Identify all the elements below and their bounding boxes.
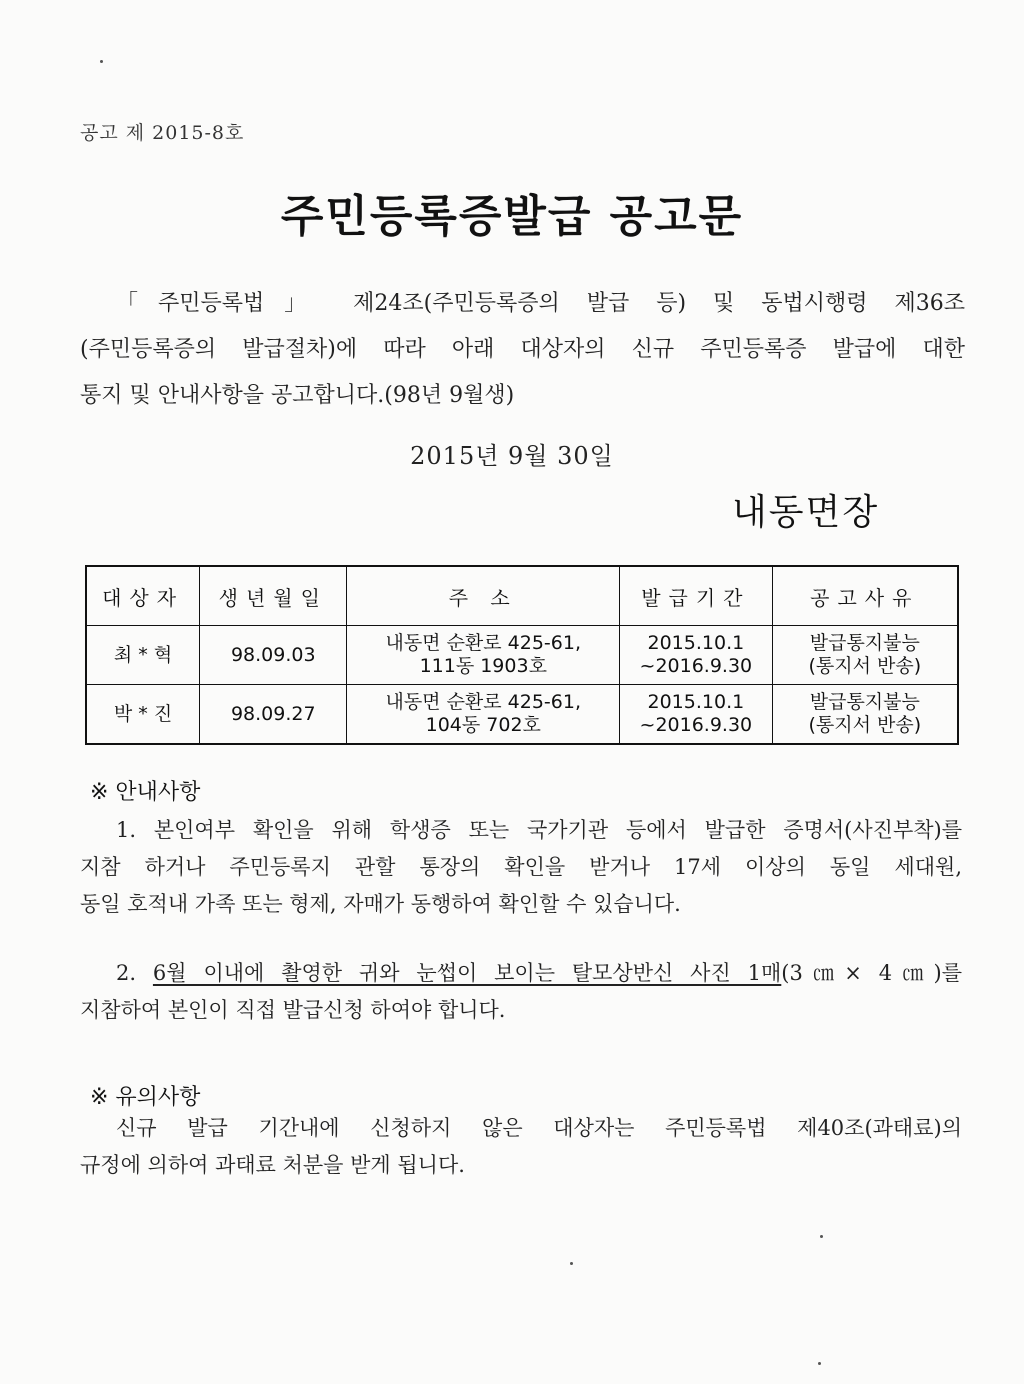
guide-line: 동일 호적내 가족 또는 형제, 자매가 동행하여 확인할 수 있습니다. xyxy=(80,892,681,916)
address-line: 104동 702호 xyxy=(425,714,541,736)
period-line: 2015.10.1 xyxy=(647,632,745,654)
header-name: 대상자 xyxy=(86,566,200,626)
cell-name: 최 * 혁 xyxy=(86,626,200,685)
cell-birth: 98.09.27 xyxy=(200,685,347,745)
reason-line: (통지서 반송) xyxy=(808,655,922,677)
notice-number: 공고 제 2015-8호 xyxy=(80,122,245,144)
address-line: 내동면 순환로 425-61, xyxy=(385,632,582,654)
caution-text xyxy=(80,1110,962,1184)
intro-line: 통지 및 안내사항을 공고합니다.(98년 9월생) xyxy=(80,383,515,408)
caution-line: 신규 발급 기간내에 신청하지 않은 대상자는 주민등록법 제40조(과태료)의 xyxy=(116,1116,962,1140)
reason-line: 발급통지불능 xyxy=(809,691,920,713)
header-address: 주 소 xyxy=(347,566,620,626)
photo-size: (3㎝× 4㎝)를 xyxy=(781,961,962,985)
guide-item-2-prefix: 2. xyxy=(116,961,153,985)
cell-name: 박 * 진 xyxy=(86,685,200,745)
header-reason: 공고사유 xyxy=(772,566,958,626)
table-header-row xyxy=(86,566,958,626)
cell-reason xyxy=(772,626,958,685)
intro-line: (주민등록증의 발급절차)에 따라 아래 대상자의 신규 주민등록증 발급에 대한 xyxy=(80,337,965,362)
guide-line: 지참 하거나 주민등록지 관할 통장의 확인을 받거나 17세 이상의 동일 세대원, xyxy=(80,855,962,879)
intro-line: 「주민등록법」 제24조(주민등록증의 발급 등) 및 동법시행령 제36조 xyxy=(116,291,965,316)
cell-address xyxy=(347,626,620,685)
cell-address xyxy=(347,685,620,745)
header-birth: 생년월일 xyxy=(200,566,347,626)
cell-period xyxy=(620,626,773,685)
period-line: 2015.10.1 xyxy=(647,691,745,713)
cell-period xyxy=(620,685,773,745)
period-line: ~2016.9.30 xyxy=(639,714,753,736)
reason-line: 발급통지불능 xyxy=(809,632,920,654)
header-period: 발급기간 xyxy=(620,566,773,626)
caution-heading: ※ 유의사항 xyxy=(90,1085,201,1110)
target-table xyxy=(85,565,959,745)
notice-date: 2015년 9월 30일 xyxy=(410,442,614,470)
caution-line: 규정에 의하여 과태료 처분을 받게 됩니다. xyxy=(80,1153,465,1177)
scan-speck xyxy=(570,1262,573,1265)
cell-birth: 98.09.03 xyxy=(200,626,347,685)
signer: 내동면장 xyxy=(732,492,880,533)
guide-item-1 xyxy=(80,812,962,923)
guide-item-2 xyxy=(80,955,962,1029)
scan-speck xyxy=(820,1235,823,1238)
period-line: ~2016.9.30 xyxy=(639,655,753,677)
reason-line: (통지서 반송) xyxy=(808,714,922,736)
photo-requirement: 6월 이내에 촬영한 귀와 눈썹이 보이는 탈모상반신 사진 1매 xyxy=(152,961,782,985)
guide-line: 지참하여 본인이 직접 발급신청 하여야 합니다. xyxy=(80,998,506,1022)
page-title: 주민등록증발급 공고문 xyxy=(280,191,744,242)
address-line: 111동 1903호 xyxy=(419,655,547,677)
table-row xyxy=(86,626,958,685)
intro-paragraph xyxy=(80,281,965,419)
cell-reason xyxy=(772,685,958,745)
table-row xyxy=(86,685,958,745)
guide-line xyxy=(80,955,962,992)
guide-line: 1. 본인여부 확인을 위해 학생증 또는 국가기관 등에서 발급한 증명서(사진부착)를 xyxy=(116,818,962,842)
guide-heading: ※ 안내사항 xyxy=(90,780,201,805)
scan-speck xyxy=(818,1362,821,1365)
address-line: 내동면 순환로 425-61, xyxy=(385,691,582,713)
scan-speck xyxy=(100,60,103,63)
